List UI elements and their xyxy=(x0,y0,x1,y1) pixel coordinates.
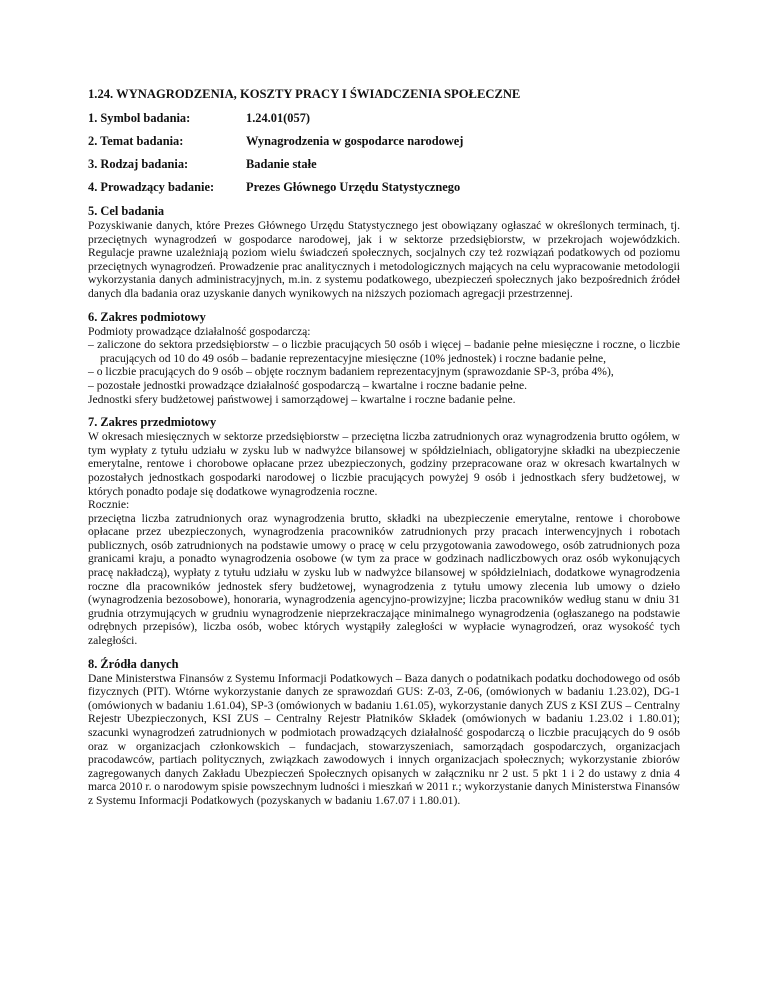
section-label-annual: Rocznie: xyxy=(88,498,130,512)
section-text-monthly: W okresach miesięcznych w sektorze przedsiębiorstw – przeciętna liczba zatrudnionych oraz wynagrodzenia brutto ogółem, w tym wypłaty z tytułu udziału w zysku lub w nadwyżce bilansowej w spółdzielniach, obligatoryjne składki na ubezpieczenie emerytalne, rentowe i chorobowe opłacane przez ubezpieczonych, godziny przepracowane oraz w okresach kwartalnych w pozostałych jednostkach gospodarki narodowej o liczbie pracujących powyżej 9 osób i jednostkach sfery budżetowej, w których ponadto podaje się dodatkowe wynagrodzenia roczne. xyxy=(88,430,680,498)
meta-value: Wynagrodzenia w gospodarce narodowej xyxy=(246,134,464,148)
section-text-purpose: Pozyskiwanie danych, które Prezes Głównego Urzędu Statystycznego jest obowiązany ogłaszać w określonych terminach, tj. przeciętnych wynagrodzeń w gospodarce narodowej, jak i w sektorze przedsiębiorstw, w przekrojach wojewódzkich. Regulacje prawne uzależniają poziom wielu świadczeń społecznych, socjalnych czy też rozwiązań podatkowych od poziomu przeciętnych wynagrodzeń. Prowadzenie prac analitycznych i metodologicznych mających na celu wypracowanie metodologii wykorzystania danych administracyjnych, m.in. z systemu podatkowego, ubezpieczeń społecznych jako bezpośrednich źródeł danych dla badania oraz uzyskanie danych wynikowych na niższych poziomach agregacji przestrzennej. xyxy=(88,219,680,300)
subject-scope-list xyxy=(88,338,680,392)
meta-row-conductor xyxy=(88,180,680,195)
meta-row-topic xyxy=(88,134,680,149)
section-text-data-sources: Dane Ministerstwa Finansów z Systemu Informacji Podatkowych – Baza danych o podatnikach podatku dochodowego od osób fizycznych (PIT). Wtórne wykorzystanie danych ze sprawozdań GUS: Z-03, Z-06, (omówionych w badaniu 1.23.02), DG-1 (omówionych w badaniu 1.61.04), SP-3 (omówionych w badaniu 1.61.05), wykorzystanie danych ZUS z KSI ZUS – Centralny Rejestr Ubezpieczonych, KSI ZUS – Centralny Rejestr Płatników Składek (omówionych w badaniu 1.23.02 i 1.80.01); szacunki wynagrodzeń zatrudnionych w podmiotach prowadzących działalność gospodarczą o liczbie pracujących do 9 osób oraz w organizacjach członkowskich – fundacjach, stowarzyszeniach, samorządach gospodarczych, organizacjach pracodawców, partiach politycznych, związkach zawodowych i innych organizacjach społecznych; wykorzystanie zbiorów zagregowanych danych Zakładu Ubezpieczeń Społecznych opisanych w załączniku nr 2 ust. 5 pkt 1 i 2 do ustawy z dnia 4 marca 2010 r. o narodowym spisie powszechnym ludności i mieszkań w 2011 r.; wykorzystanie danych Ministerstwa Finansów z Systemu Informacji Podatkowych (pozyskanych w badaniu 1.67.07 i 1.80.01). xyxy=(88,671,680,807)
meta-label: 3. Rodzaj badania: xyxy=(88,157,189,171)
meta-value: Prezes Głównego Urzędu Statystycznego xyxy=(246,180,461,194)
document-title: 1.24. WYNAGRODZENIA, KOSZTY PRACY I ŚWIADCZENIA SPOŁECZNE xyxy=(88,87,521,101)
list-item: – o liczbie pracujących do 9 osób – objęte rocznym badaniem reprezentacyjnym (sprawozdanie SP-3, próba 4%), xyxy=(88,365,614,379)
meta-label: 4. Prowadzący badanie: xyxy=(88,180,215,194)
meta-row-type xyxy=(88,157,680,172)
section-heading-object-scope: 7. Zakres przedmiotowy xyxy=(88,415,217,430)
meta-row-symbol xyxy=(88,111,680,126)
list-item: – pozostałe jednostki prowadzące działalność gospodarczą – kwartalne i roczne badanie pełne. xyxy=(88,378,528,392)
section-intro-subject-scope: Podmioty prowadzące działalność gospodarczą: xyxy=(88,324,311,338)
list-item: – zaliczone do sektora przedsiębiorstw – o liczbie pracujących 50 osób i więcej – badanie pełne miesięczne i roczne, o liczbie pracujących od 10 do 49 osób – badanie reprezentacyjne miesięczne (10% jednostek) i roczne badanie pełne, xyxy=(88,338,680,365)
meta-label: 2. Temat badania: xyxy=(88,134,184,148)
section-heading-purpose: 5. Cel badania xyxy=(88,204,165,218)
section-heading-subject-scope: 6. Zakres podmiotowy xyxy=(88,309,206,324)
section-heading-data-sources: 8. Źródła danych xyxy=(88,656,179,671)
section-text-annual: przeciętna liczba zatrudnionych oraz wynagrodzenia brutto, składki na ubezpieczenie emerytalne, rentowe i chorobowe opłacane przez ubezpieczonych, wynagrodzenia pracowników zatrudnionych przy pracach interwencyjnych i robotach publicznych, osób zatrudnionych na podstawie umowy o pracę w celu przygotowania zawodowego, osób zatrudnionych poza granicami kraju, a ponadto wynagrodzenia osobowe (w tym za prace w godzinach nadliczbowych oraz osób wykonujących pracę nakładczą), wypłaty z tytułu udziału w zysku lub w nadwyżce bilansowej w spółdzielniach, dodatkowe wynagrodzenia roczne dla pracowników jednostek sfery budżetowej, wynagrodzenia z tytułu umowy zlecenia lub umowy o dzieło (wynagrodzenia bezosobowe), honoraria, wynagrodzenia agencyjno-prowizyjne; liczba pracowników według stanu w dniu 31 grudnia otrzymujących w grudniu wynagrodzenie nieprzekraczające minimalnego wynagrodzenia (ogłaszanego na podstawie odrębnych przepisów), liczba osób, wobec których wystąpiły zaległości w wypłacie wynagrodzeń, oraz wysokość tych zaległości. xyxy=(88,511,680,648)
section-outro-subject-scope: Jednostki sfery budżetowej państwowej i samorządowej – kwartalne i roczne badanie pełne. xyxy=(88,392,516,406)
meta-value: 1.24.01(057) xyxy=(246,111,311,125)
meta-label: 1. Symbol badania: xyxy=(88,111,191,125)
meta-value: Badanie stałe xyxy=(246,157,317,171)
